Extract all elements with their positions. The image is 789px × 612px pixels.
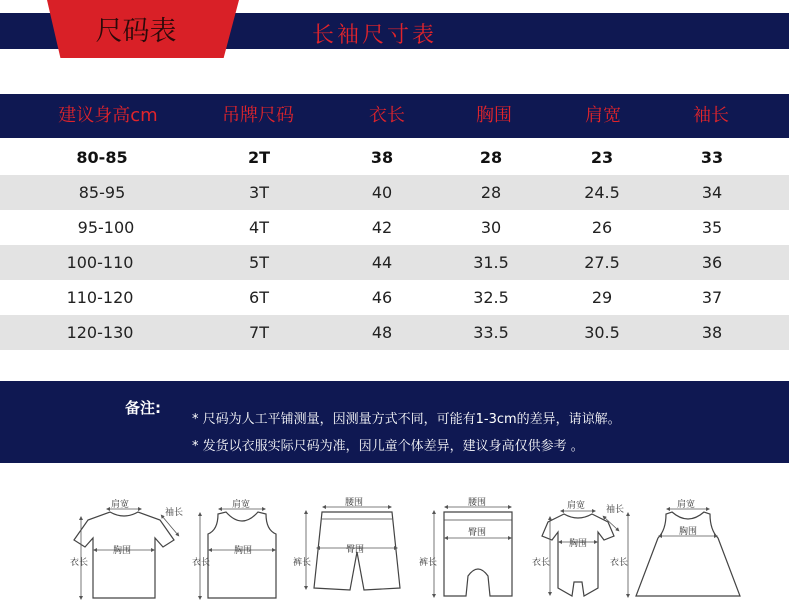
- table-cell: 33: [700, 148, 724, 167]
- column-header-height: 建议身高cm: [58, 105, 158, 126]
- table-cell: 37: [701, 288, 723, 307]
- column-header-chest: 胸围: [476, 105, 512, 126]
- chest-label: 胸围: [113, 546, 132, 556]
- notes-label: 备注:: [125, 399, 161, 417]
- header-subtitle: 长袖尺寸表: [312, 23, 438, 48]
- table-cell: 29: [591, 288, 613, 307]
- table-row: [0, 210, 789, 245]
- table-cell: 100-110: [66, 253, 134, 272]
- table-cell: 3T: [249, 183, 269, 202]
- table-cell: 7T: [249, 323, 269, 342]
- shoulder-label: 肩宽: [567, 501, 586, 511]
- column-header-shoulder: 肩宽: [585, 105, 621, 126]
- pants-diagram: [434, 507, 512, 596]
- length-label: 衣长: [70, 558, 89, 568]
- hip-label: 臀围: [468, 528, 487, 538]
- notes-band: [0, 381, 789, 463]
- table-cell: 35: [701, 218, 723, 237]
- table-row: [0, 280, 789, 315]
- table-cell: 4T: [249, 218, 269, 237]
- chest-label: 胸围: [234, 546, 253, 556]
- table-header-row: [0, 94, 789, 138]
- table-cell: 36: [701, 253, 723, 272]
- sleeve-label: 袖长: [606, 505, 625, 515]
- table-cell: 34: [701, 183, 723, 202]
- table-cell: 32.5: [473, 288, 509, 307]
- waist-label: 腰围: [468, 498, 487, 508]
- table-cell: 5T: [249, 253, 269, 272]
- note-item: * 发货以衣服实际尺码为准，因儿童个体差异，建议身高仅供参考 。: [192, 439, 584, 454]
- table-cell: 28: [479, 148, 503, 167]
- header-tab-label: 尺码表: [95, 16, 177, 47]
- table-cell: 27.5: [584, 253, 620, 272]
- shoulder-label: 肩宽: [677, 500, 696, 510]
- chest-label: 胸围: [679, 527, 698, 537]
- table-cell: 95-100: [77, 218, 135, 237]
- garment-diagrams: [0, 490, 789, 608]
- table-cell: 42: [371, 218, 393, 237]
- length-label: 衣长: [610, 558, 629, 568]
- table-row: [0, 315, 789, 350]
- pants-length-label: 裤长: [293, 558, 312, 568]
- romper-diagram: [542, 511, 618, 596]
- table-cell: 38: [370, 148, 394, 167]
- column-header-sleeve: 袖长: [693, 105, 729, 126]
- table-cell: 6T: [249, 288, 269, 307]
- column-header-length: 衣长: [369, 105, 405, 126]
- table-cell: 26: [591, 218, 613, 237]
- table-row: [0, 175, 789, 210]
- note-item: * 尺码为人工平铺测量，因测量方式不同，可能有1-3cm的差异，请谅解。: [192, 412, 621, 427]
- length-label: 衣长: [532, 558, 551, 568]
- dress-diagram: [628, 509, 740, 596]
- length-label: 衣长: [192, 558, 211, 568]
- table-cell: 40: [371, 183, 393, 202]
- table-cell: 28: [480, 183, 502, 202]
- table-cell: 30.5: [584, 323, 620, 342]
- table-cell: 38: [701, 323, 723, 342]
- sleeve-label: 袖长: [165, 508, 184, 518]
- table-cell: 24.5: [584, 183, 620, 202]
- table-cell: 48: [371, 323, 393, 342]
- column-header-tag-size: 吊牌尺码: [222, 105, 294, 126]
- table-cell: 46: [371, 288, 393, 307]
- pants-length-label: 裤长: [419, 558, 438, 568]
- table-cell: 80-85: [76, 148, 128, 167]
- table-cell: 31.5: [473, 253, 509, 272]
- table-cell: 44: [371, 253, 393, 272]
- table-cell: 2T: [247, 148, 271, 167]
- table-cell: 85-95: [78, 183, 126, 202]
- table-cell: 30: [480, 218, 502, 237]
- table-cell: 33.5: [473, 323, 509, 342]
- shoulder-label: 肩宽: [232, 500, 251, 510]
- chest-label: 胸围: [569, 539, 588, 549]
- waist-label: 腰围: [345, 498, 364, 508]
- table-row: [0, 140, 789, 175]
- table-cell: 23: [590, 148, 614, 167]
- shoulder-label: 肩宽: [111, 500, 130, 510]
- hip-label: 臀围: [346, 545, 365, 555]
- table-row: [0, 245, 789, 280]
- table-cell: 110-120: [66, 288, 134, 307]
- table-cell: 120-130: [66, 323, 134, 342]
